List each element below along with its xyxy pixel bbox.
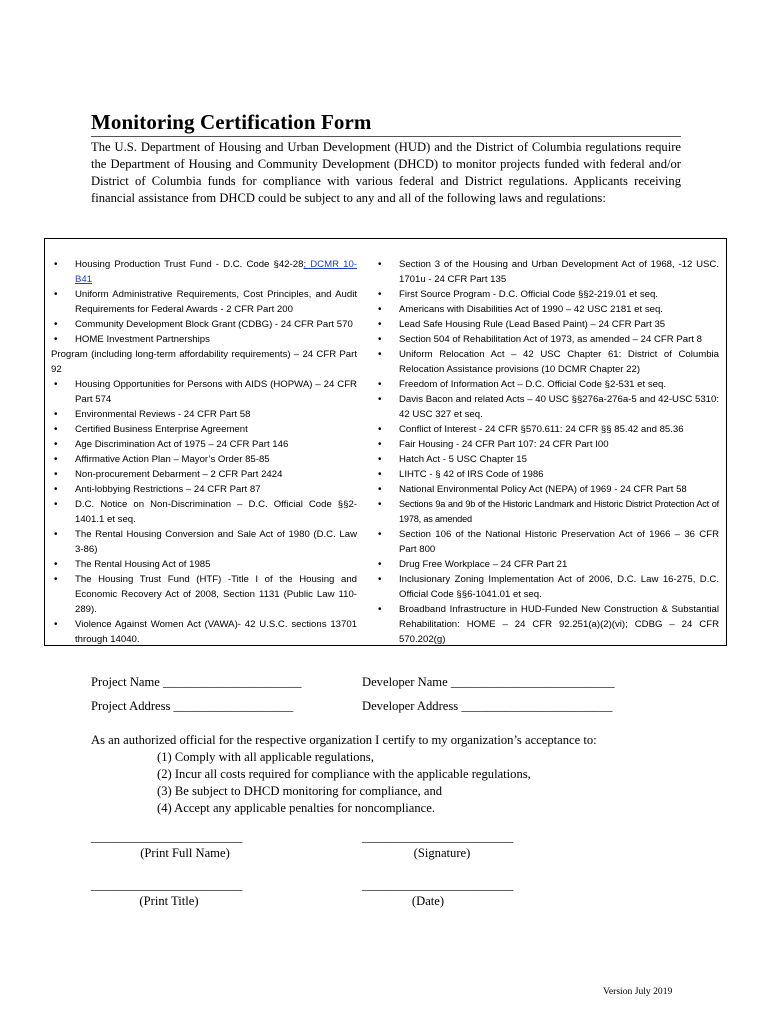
list-item: • Lead Safe Housing Rule (Lead Based Paint) – 24 CFR Part 35 xyxy=(375,317,719,332)
list-item: • Fair Housing - 24 CFR Part 107: 24 CFR Part I00 xyxy=(375,437,719,452)
list-item: • Inclusionary Zoning Implementation Act of 2006, D.C. Law 16-275, D.C. Official Code §§6-1041.01 et seq. xyxy=(375,572,719,602)
list-item: • LIHTC - § 42 of IRS Code of 1986 xyxy=(375,467,719,482)
print-name-label: (Print Full Name) xyxy=(140,846,230,860)
list-item: (1) Comply with all applicable regulations, xyxy=(157,750,374,764)
list-item: • Housing Opportunities for Persons with AIDS (HOPWA) – 24 CFR Part 574 xyxy=(51,377,357,407)
list-item: • Community Development Block Grant (CDBG) - 24 CFR Part 570 xyxy=(51,317,357,332)
list-item: • Certified Business Enterprise Agreement xyxy=(51,422,357,437)
project-name-field[interactable]: Project Name ______________________ xyxy=(91,675,302,689)
list-item: • HOME Investment Partnerships xyxy=(51,332,357,347)
list-item: • Conflict of Interest - 24 CFR §570.611: 24 CFR §§ 85.42 and 85.36 xyxy=(375,422,719,437)
list-item: • Uniform Administrative Requirements, Cost Principles, and Audit Requirements for Federal Awards - 2 CFR Part 200 xyxy=(51,287,357,317)
list-item: • Anti-lobbying Restrictions – 24 CFR Part 87 xyxy=(51,482,357,497)
regulations-left-column xyxy=(51,257,357,647)
list-item: • Americans with Disabilities Act of 1990 – 42 USC 2181 et seq. xyxy=(375,302,719,317)
list-item: • Drug Free Workplace – 24 CFR Part 21 xyxy=(375,557,719,572)
list-item: • Age Discrimination Act of 1975 – 24 CFR Part 146 xyxy=(51,437,357,452)
list-item: • The Rental Housing Act of 1985 xyxy=(51,557,357,572)
list-item: • Davis Bacon and related Acts – 40 USC §§276a-276a-5 and 42-USC 5310: 42 USC 327 et seq. xyxy=(375,392,719,422)
print-title-line[interactable]: ________________________ xyxy=(91,878,243,892)
certification-statement: As an authorized official for the respective organization I certify to my organization’s acceptance to: xyxy=(91,733,597,747)
version-label: Version July 2019 xyxy=(603,986,673,997)
regulations-right-column xyxy=(375,257,719,647)
project-address-field[interactable]: Project Address ___________________ xyxy=(91,699,294,713)
list-item: • Section 504 of Rehabilitation Act of 1973, as amended – 24 CFR Part 8 xyxy=(375,332,719,347)
intro-paragraph: The U.S. Department of Housing and Urban Development (HUD) and the District of Columbia regulations require the Department of Housing and Community Development (DHCD) to monitor projects funded with federal and/or District of Columbia funds for compliance with various federal and District regulations. Applicants receiving financial assistance from DHCD could be subject to any and all of the following laws and regulations: xyxy=(91,140,681,205)
list-item: • Non-procurement Debarment – 2 CFR Part 2424 xyxy=(51,467,357,482)
list-item: • Environmental Reviews - 24 CFR Part 58 xyxy=(51,407,357,422)
list-item: • Freedom of Information Act – D.C. Official Code §2-531 et seq. xyxy=(375,377,719,392)
list-item: • D.C. Notice on Non-Discrimination – D.C. Official Code §§2-1401.1 et seq. xyxy=(51,497,357,527)
list-item: • The Rental Housing Conversion and Sale Act of 1980 (D.C. Law 3-86) xyxy=(51,527,357,557)
print-title-label: (Print Title) xyxy=(139,894,199,908)
certification-list xyxy=(157,749,531,817)
dcmr-link[interactable]: ; DCMR 10-B41 xyxy=(75,259,358,285)
list-item: • First Source Program - D.C. Official Code §§2-219.01 et seq. xyxy=(375,287,719,302)
list-item: • Section 106 of the National Historic Preservation Act of 1966 – 36 CFR Part 800 xyxy=(375,527,719,557)
list-item: • Sections 9a and 9b of the Historic Landmark and Historic District Protection Act of 1978, as amended xyxy=(375,497,719,527)
list-item: • Violence Against Women Act (VAWA)- 42 U.S.C. sections 13701 through 14040. xyxy=(51,617,357,647)
print-name-line[interactable]: ________________________ xyxy=(91,830,243,844)
signature-label: (Signature) xyxy=(413,846,471,860)
list-item xyxy=(51,257,357,287)
reg-text: Housing Production Trust Fund - D.C. Code §42-28 xyxy=(75,259,304,270)
date-label: (Date) xyxy=(411,894,445,908)
list-item: • Broadband Infrastructure in HUD-Funded New Construction & Substantial Rehabilitation: HOME – 24 CFR 92.251(a)(2)(vi); CDBG – 24 CFR 570.202(g) xyxy=(375,602,719,647)
list-item: • Uniform Relocation Act – 42 USC Chapter 61: District of Columbia Relocation Assistance provisions (10 DCMR Chapter 22) xyxy=(375,347,719,377)
regulations-box xyxy=(44,238,727,646)
list-item: • The Housing Trust Fund (HTF) -Title I of the Housing and Economic Recovery Act of 2008, Section 1131 (Public Law 110-289). xyxy=(51,572,357,617)
list-item: • Section 3 of the Housing and Urban Development Act of 1968, -12 USC. 1701u - 24 CFR Part 135 xyxy=(375,257,719,287)
form-title: Monitoring Certification Form xyxy=(91,110,372,134)
list-item: (3) Be subject to DHCD monitoring for compliance, and xyxy=(157,784,443,798)
list-item: • Hatch Act - 5 USC Chapter 15 xyxy=(375,452,719,467)
reg-text: Program (including long-term affordability requirements) – 24 CFR Part 92 xyxy=(51,349,357,375)
signature-line[interactable]: ________________________ xyxy=(362,830,514,844)
developer-address-field[interactable]: Developer Address ________________________ xyxy=(362,699,613,713)
list-item: (2) Incur all costs required for compliance with the applicable regulations, xyxy=(157,767,531,781)
list-item: • Affirmative Action Plan – Mayor’s Order 85-85 xyxy=(51,452,357,467)
list-item: • National Environmental Policy Act (NEPA) of 1969 - 24 CFR Part 58 xyxy=(375,482,719,497)
date-line[interactable]: ________________________ xyxy=(362,878,514,892)
developer-name-field[interactable]: Developer Name __________________________ xyxy=(362,675,615,689)
title-divider xyxy=(91,136,681,137)
list-item: (4) Accept any applicable penalties for noncompliance. xyxy=(157,801,435,815)
list-item xyxy=(51,347,357,377)
